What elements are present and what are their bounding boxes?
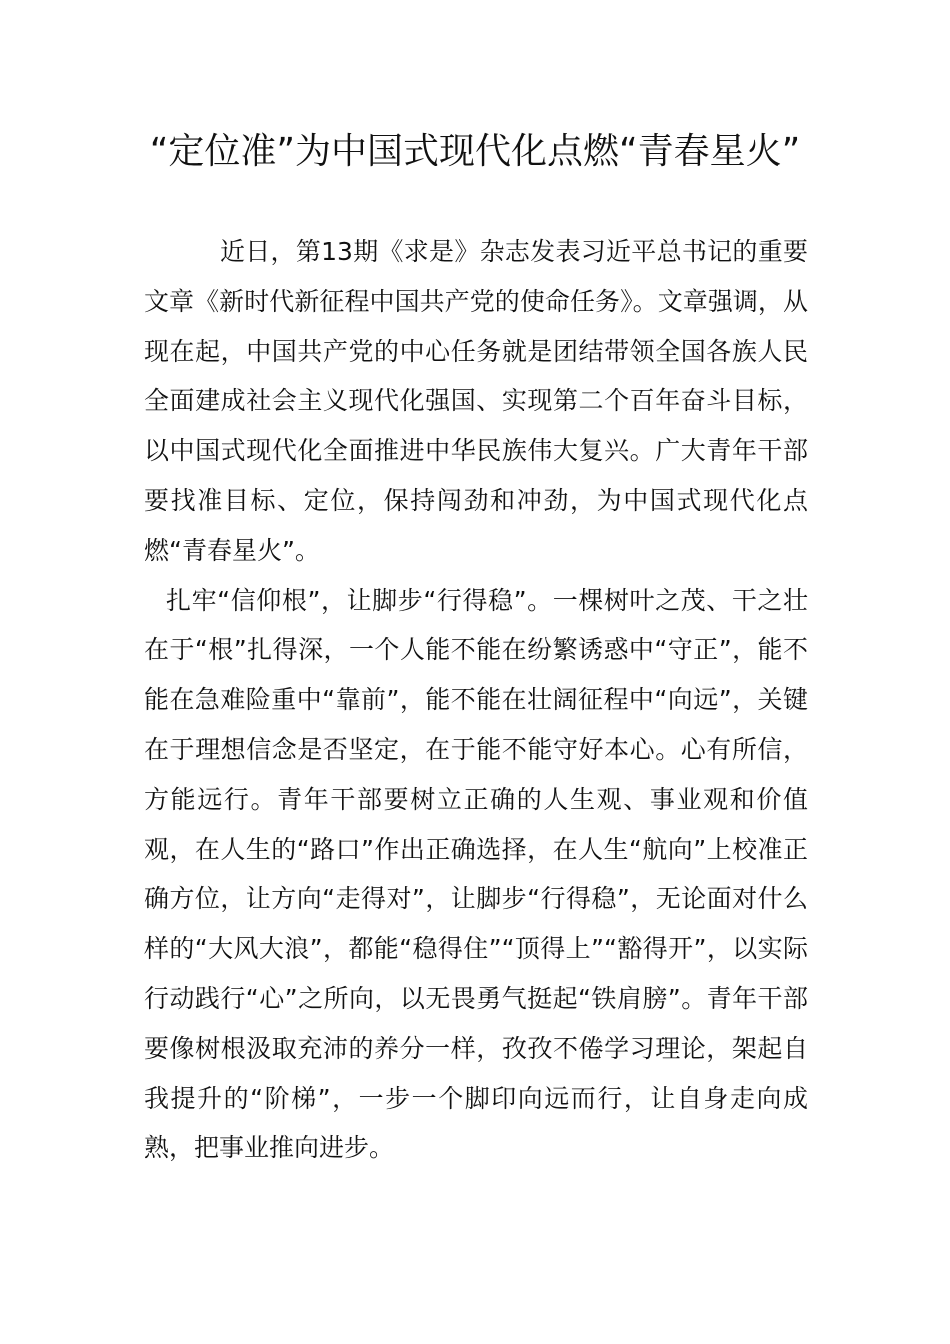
- document-title: “定位准”为中国式现代化点燃“青春星火”: [149, 131, 801, 172]
- paragraph-faith-roots: 扎牢“信仰根”，让脚步“行得稳”。一棵树叶之茂、干之壮在于“根”扎得深，一个人能不能在纷繁诱惑中“守正”，能不能在急难险重中“靠前”，能不能在壮阔征程中“向远”，关键在于理想信念是否坚定，在于能不能守好本心。心有所信，方能远行。青年干部要树立正确的人生观、事业观和价值观，在人生的“路口”作出正确选择，在人生“航向”上校准正确方位，让方向“走得对”，让脚步“行得稳”，无论面对什么样的“大风大浪”，都能“稳得住”“顶得上”“豁得开”，以实际行动践行“心”之所向，以无畏勇气挺起“铁肩膀”。青年干部要像树根汲取充沛的养分一样，孜孜不倦学习理论，架起自我提升的“阶梯”，一步一个脚印向远而行，让自身走向成熟，把事业推向进步。: [144, 585, 808, 1163]
- document-body: [144, 227, 808, 1173]
- paragraph-intro: 近日，第13期《求是》杂志发表习近平总书记的重要文章《新时代新征程中国共产党的使命任务》。文章强调，从现在起，中国共产党的中心任务就是团结带领全国各族人民全面建成社会主义现代化强国、实现第二个百年奋斗目标，以中国式现代化全面推进中华民族伟大复兴。广大青年干部要找准目标、定位，保持闯劲和冲劲，为中国式现代化点燃“青春星火”。: [144, 237, 808, 565]
